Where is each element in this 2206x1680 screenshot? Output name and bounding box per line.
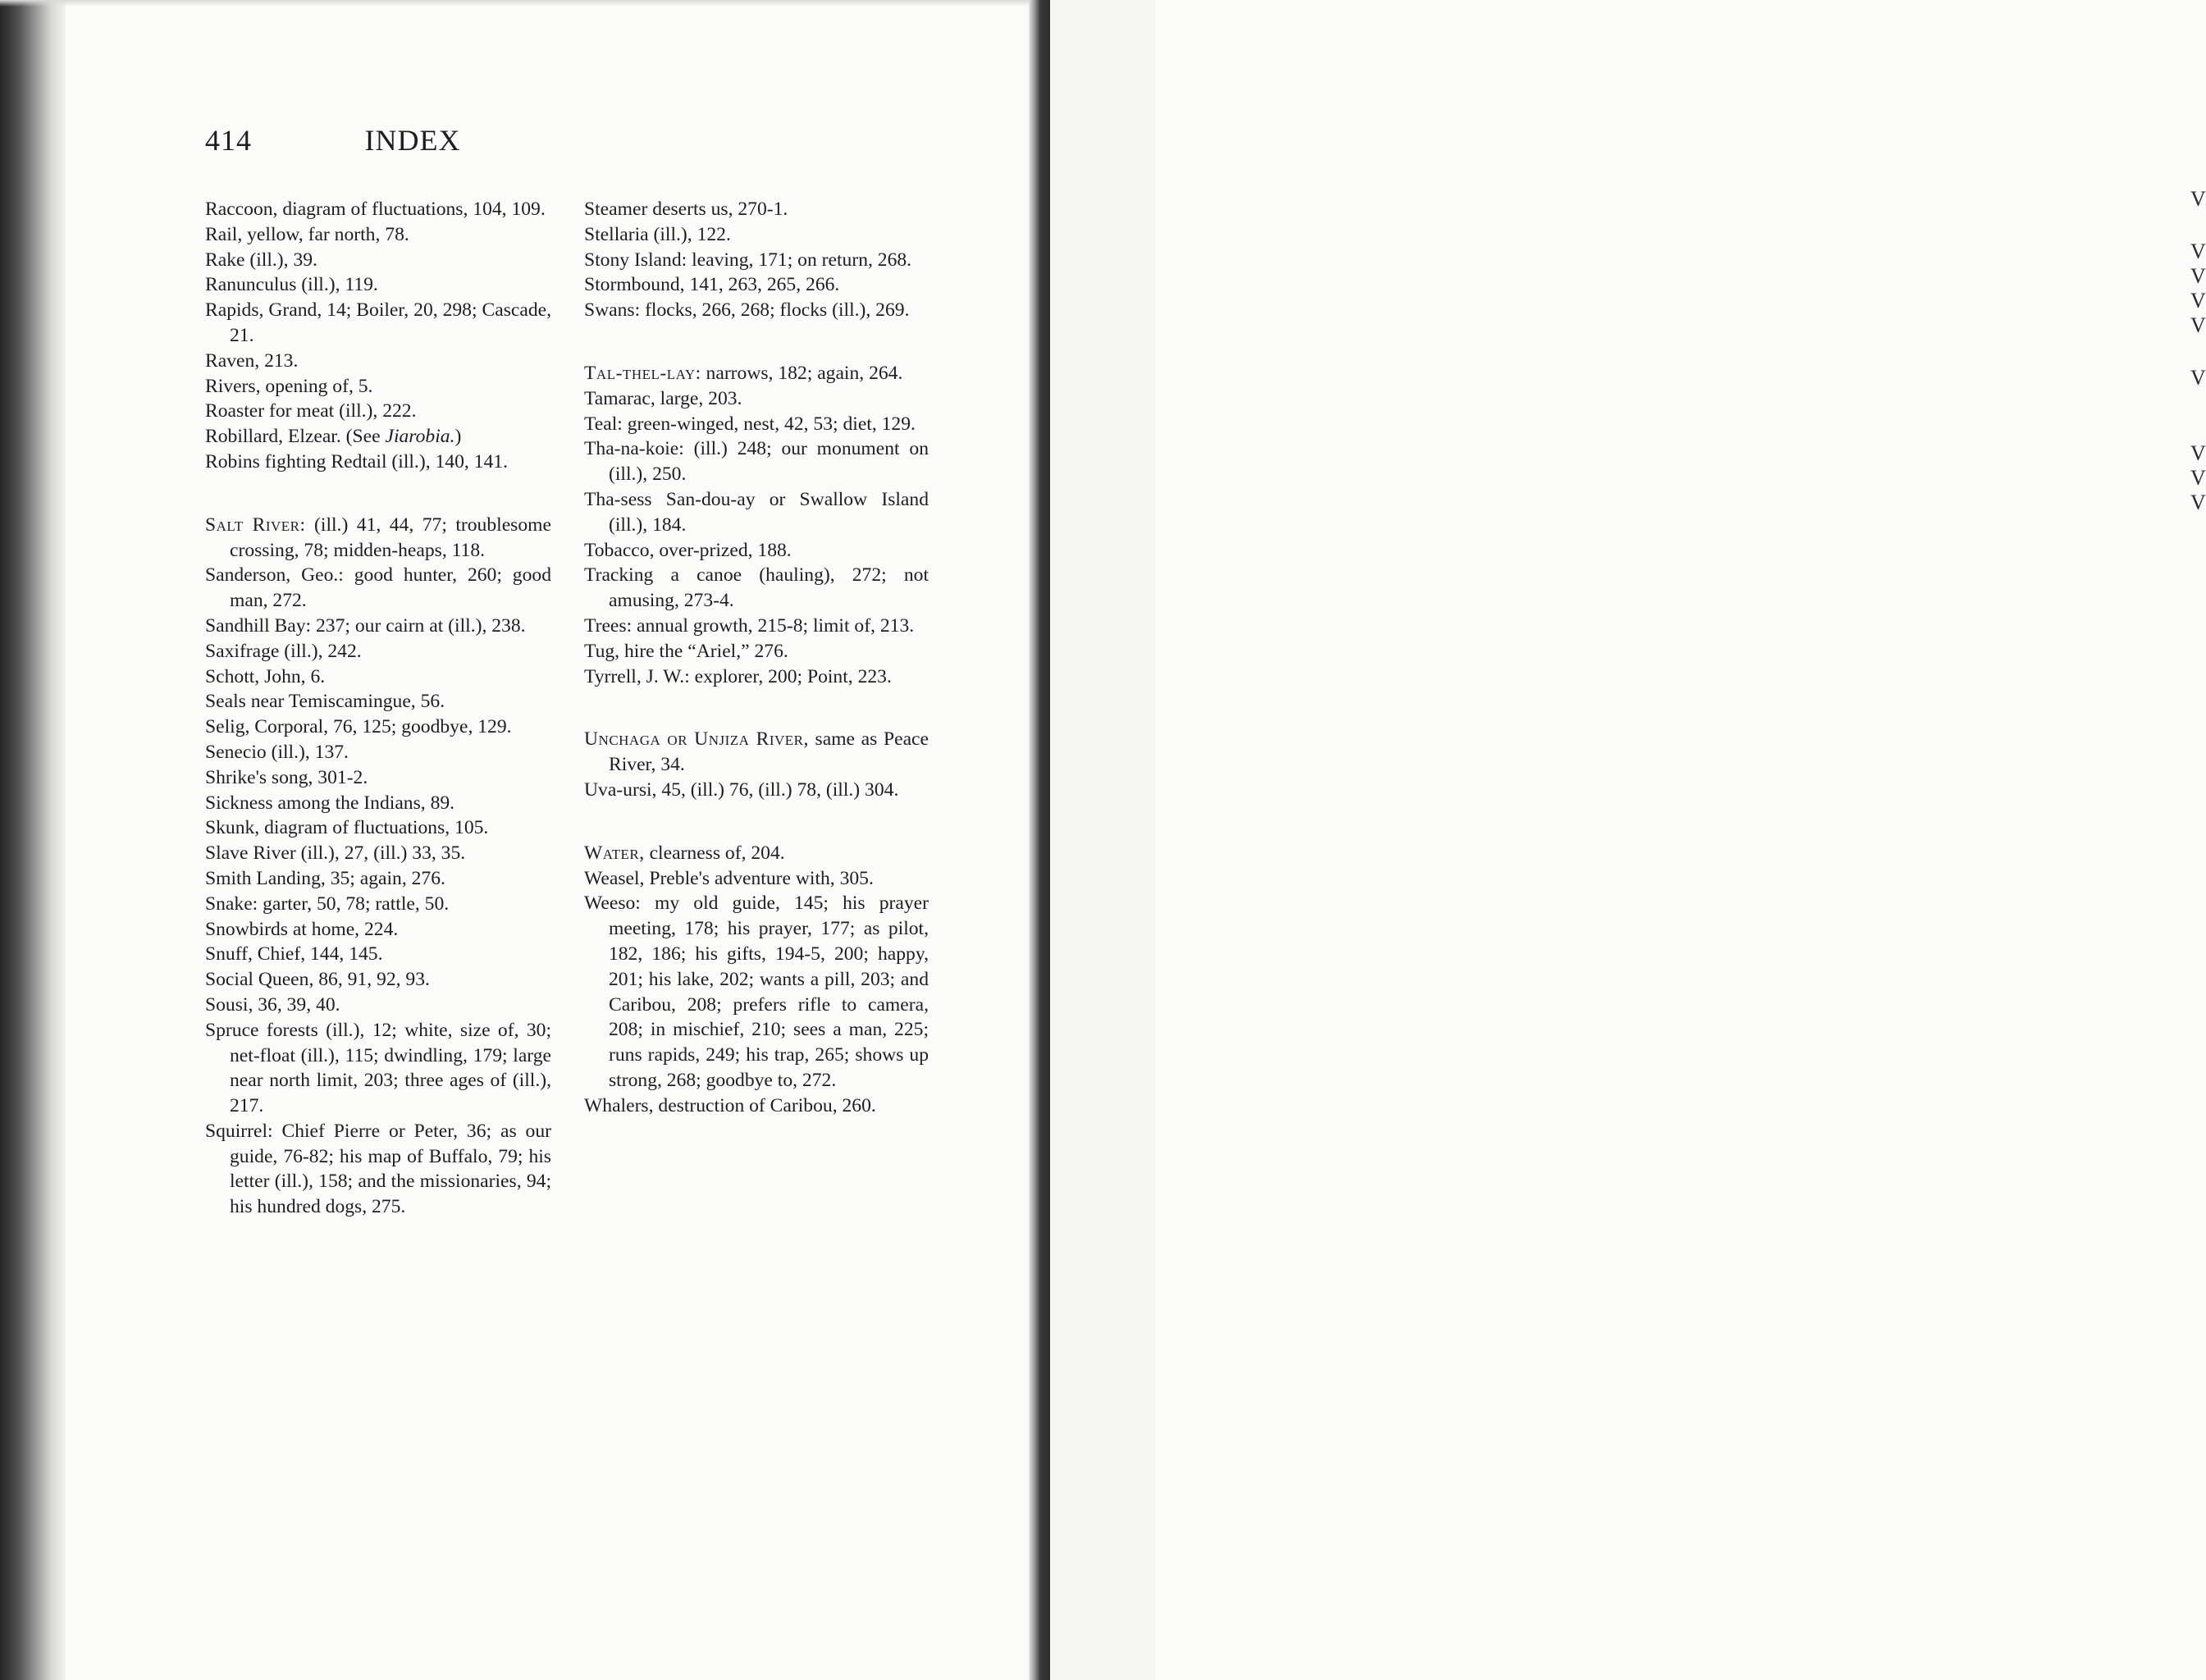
index-entry: Tobacco, over-prized, 188. <box>584 539 792 561</box>
page-title: INDEX <box>364 124 461 157</box>
index-entry: Roaster for meat (ill.), 222. <box>205 400 417 422</box>
index-entry: Rail, yellow, far north, 78. <box>205 223 409 245</box>
index-entry: Tamarac, large, 203. <box>584 387 742 409</box>
index-entry: Shrike's song, 301-2. <box>205 766 368 788</box>
letter-section-gap <box>584 803 929 841</box>
letter-section-gap <box>205 475 551 513</box>
index-entry: Unchaga or Unjiza River, same as Peace River, 34. <box>584 728 929 776</box>
facing-page-letter: V <box>2190 466 2206 490</box>
facing-page-letter: V <box>2190 313 2206 337</box>
index-entry: Stormbound, 141, 263, 265, 266. <box>584 274 840 296</box>
index-entry: Robins fighting Redtail (ill.), 140, 141. <box>205 450 508 472</box>
index-entry: Salt River: (ill.) 41, 44, 77; troublesome crossing, 78; midden-heaps, 118. <box>205 514 551 561</box>
entry-group <box>584 197 929 323</box>
index-entry: Swans: flocks, 266, 268; flocks (ill.), 269. <box>584 299 910 322</box>
index-entry: Teal: green-winged, nest, 42, 53; diet, 129. <box>584 413 916 435</box>
book-binding-shadow <box>0 0 66 1680</box>
page-gutter <box>1029 0 1050 1680</box>
index-entry: Snuff, Chief, 144, 145. <box>205 943 383 966</box>
index-entry: Rapids, Grand, 14; Boiler, 20, 298; Cascade, 21. <box>205 299 551 346</box>
index-entry: Rivers, opening of, 5. <box>205 375 373 397</box>
index-entry: Raven, 213. <box>205 349 299 372</box>
index-entry: Water, clearness of, 204. <box>584 842 785 864</box>
entry-group <box>584 386 929 690</box>
index-entry: Weasel, Preble's adventure with, 305. <box>584 867 874 889</box>
index-column-left <box>205 197 551 1220</box>
index-entry: Stony Island: leaving, 171; on return, 268. <box>584 249 912 271</box>
index-entry: Senecio (ill.), 137. <box>205 741 349 763</box>
index-entry: Rake (ill.), 39. <box>205 249 317 271</box>
letter-section-gap <box>584 689 929 727</box>
index-entry: Stellaria (ill.), 122. <box>584 223 731 245</box>
index-entry: Ranunculus (ill.), 119. <box>205 274 378 296</box>
index-entry: Saxifrage (ill.), 242. <box>205 640 362 662</box>
facing-page-edge <box>1050 0 2206 1680</box>
index-entry: Skunk, diagram of fluctuations, 105. <box>205 817 489 839</box>
page-top-shadow <box>0 0 1155 7</box>
entry-group <box>205 563 551 1220</box>
index-entry: Social Queen, 86, 91, 92, 93. <box>205 969 430 991</box>
index-entry: Sandhill Bay: 237; our cairn at (ill.), 238. <box>205 614 526 637</box>
index-entry: Whalers, destruction of Caribou, 260. <box>584 1094 876 1116</box>
index-entry: Snake: garter, 50, 78; rattle, 50. <box>205 892 450 915</box>
index-column-right <box>584 197 929 1119</box>
facing-page-letter: V <box>2190 289 2206 313</box>
index-entry: Tha-na-koie: (ill.) 248; our monument on (ill.), 250. <box>584 438 929 486</box>
index-entry: Tug, hire the “Ariel,” 276. <box>584 640 788 662</box>
index-entry: Tal-thel-lay: narrows, 182; again, 264. <box>584 362 903 384</box>
facing-page-letter: V <box>2190 366 2206 390</box>
entry-group <box>205 450 551 475</box>
index-entry: Spruce forests (ill.), 12; white, size of, 30; net-float (ill.), 115; dwindling, 179; large near north limit, 203; three ages of (ill.), 217. <box>205 1019 551 1117</box>
letter-section-gap <box>584 323 929 361</box>
facing-page-letter: V <box>2190 240 2206 263</box>
page-number: 414 <box>205 124 252 157</box>
index-entry: Trees: annual growth, 215-8; limit of, 213. <box>584 614 915 637</box>
index-entry: Tyrrell, J. W.: explorer, 200; Point, 223. <box>584 665 892 687</box>
index-entry: Steamer deserts us, 270-1. <box>584 199 788 220</box>
index-entry: Tha-sess San-dou-ay or Swallow Island (ill.), 184. <box>584 488 929 536</box>
index-entry: Uva-ursi, 45, (ill.) 76, (ill.) 78, (ill.) 304. <box>584 778 899 801</box>
index-entry: Weeso: my old guide, 145; his prayer meeting, 178; his prayer, 177; as pilot, 182, 186; his gifts, 194-5, 200; happy, 201; his lake, 202; wants a pill, 203; and Caribou, 208; prefers rifle to camera, 208; in mischief, 210; sees a man, 225; runs rapids, 249; his trap, 265; shows up strong, 268; goodbye to, 272. <box>584 892 929 1091</box>
facing-page-letter: V <box>2190 187 2206 211</box>
index-entry: Slave River (ill.), 27, (ill.) 33, 35. <box>205 842 466 865</box>
index-entry: Robillard, Elzear. (See Jiarobia.) <box>205 426 462 448</box>
page-header <box>205 123 620 161</box>
facing-page-letter: V <box>2190 441 2206 465</box>
index-entry: Selig, Corporal, 76, 125; goodbye, 129. <box>205 716 512 738</box>
index-entry: Smith Landing, 35; again, 276. <box>205 867 445 889</box>
facing-page-letter: V <box>2190 264 2206 288</box>
index-entry: Snowbirds at home, 224. <box>205 918 399 940</box>
index-entry: Schott, John, 6. <box>205 665 326 687</box>
index-entry: Sousi, 36, 39, 40. <box>205 993 340 1016</box>
index-entry: Tracking a canoe (hauling), 272; not amusing, 273-4. <box>584 564 929 612</box>
index-entry: Sickness among the Indians, 89. <box>205 792 455 814</box>
facing-page-letter: V <box>2190 491 2206 514</box>
index-entry: Squirrel: Chief Pierre or Peter, 36; as our guide, 76-82; his map of Buffalo, 79; his letter (ill.), 158; and the missionaries, 94; his hundred dogs, 275. <box>205 1120 551 1218</box>
entry-group <box>205 197 551 424</box>
index-entry: Sanderson, Geo.: good hunter, 260; good man, 272. <box>205 564 551 612</box>
entry-group <box>584 866 929 1119</box>
index-entry: Raccoon, diagram of fluctuations, 104, 109. <box>205 199 546 220</box>
entry-group <box>584 778 929 803</box>
index-entry: Seals near Temiscamingue, 56. <box>205 691 445 713</box>
